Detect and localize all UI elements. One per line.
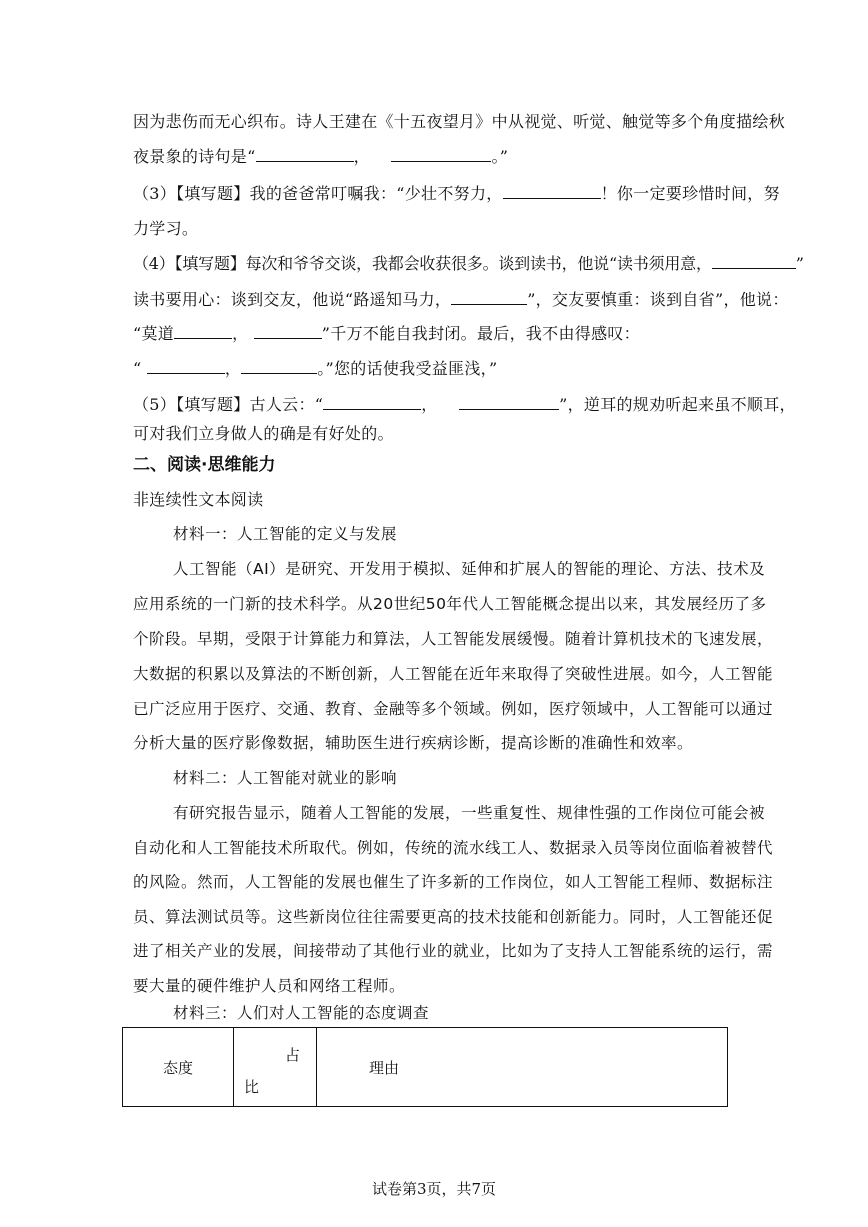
text-line: 力学习。 (133, 219, 199, 238)
text-line (133, 290, 789, 310)
material-title: 材料二：人工智能对就业的影响 (173, 769, 398, 787)
text-segment: ， (224, 359, 242, 378)
answer-blank[interactable] (241, 359, 317, 374)
paragraph-line: 已广泛应用于医疗、交通、教育、金融等多个领域。例如，医疗领域中，人工智能可以通过 (133, 700, 774, 718)
paragraph-line: 进了相关产业的发展，间接带动了其他行业的就业，比如为了支持人工智能系统的运行，需 (133, 942, 774, 960)
text-segment: ” (795, 254, 804, 273)
answer-blank[interactable] (503, 184, 601, 199)
text-segment: 。” (491, 147, 509, 166)
text-segment: ， (232, 324, 249, 343)
text-line (133, 324, 640, 344)
table-header-reason: 理由 (317, 1028, 728, 1107)
text-line (133, 254, 804, 274)
text-segment: “莫道 (133, 324, 175, 343)
material-title: 材料三：人们对人工智能的态度调查 (173, 1004, 430, 1022)
answer-blank[interactable] (147, 359, 225, 374)
paragraph-line: 应用系统的一门新的技术科学。从20世纪50年代人工智能概念提出以来，其发展经历了多 (133, 595, 767, 613)
survey-table (122, 1027, 728, 1107)
answer-blank[interactable] (451, 290, 527, 305)
text-segment: 夜景象的诗句是“ (133, 147, 256, 166)
text-line (133, 147, 508, 167)
paragraph-line: 大数据的积累以及算法的不断创新，人工智能在近年来取得了突破性进展。如今，人工智能 (133, 665, 774, 683)
ratio-char-bottom: 比 (244, 1078, 260, 1096)
answer-blank[interactable] (391, 147, 491, 162)
text-line (133, 184, 780, 204)
paragraph-line: 个阶段。早期，受限于计算能力和算法，人工智能发展缓慢。随着计算机技术的飞速发展， (133, 630, 774, 648)
answer-blank[interactable] (254, 324, 322, 339)
text-segment: ， (421, 395, 438, 414)
answer-blank[interactable] (712, 254, 796, 269)
paragraph-line: 自动化和人工智能技术所取代。例如，传统的流水线工人、数据录入员等岗位面临着被替代 (133, 839, 774, 857)
answer-blank[interactable] (323, 395, 421, 410)
paragraph-line: 员、算法测试员等。这些新岗位往往需要更高的技术技能和创新能力。同时，人工智能还促 (133, 908, 774, 926)
paragraph-line: 的风险。然而，人工智能的发展也催生了许多新的工作岗位，如人工智能工程师、数据标注 (133, 873, 774, 891)
text-segment: ”千万不能自我封闭。最后，我不由得感叹： (321, 324, 640, 343)
paragraph-line: 要大量的硬件维护人员和网络工程师。 (133, 977, 406, 995)
material-title: 材料一：人工智能的定义与发展 (173, 525, 398, 543)
section-heading: 二、阅读·思维能力 (133, 455, 276, 475)
text-line: 可对我们立身做人的确是有好处的。 (133, 424, 394, 443)
text-segment: 读书要用心：谈到交友，他说“路遥知马力， (133, 290, 452, 309)
text-segment: （3）【填写题】我的爸爸常叮嘱我：“少壮不努力， (133, 184, 503, 203)
answer-blank[interactable] (256, 147, 354, 162)
answer-blank[interactable] (459, 395, 559, 410)
text-segment: （5）【填写题】古人云：“ (133, 395, 324, 414)
paragraph-line: 分析大量的医疗影像数据，辅助医生进行疾病诊断，提高诊断的准确性和效率。 (133, 734, 694, 752)
table-header-row (123, 1028, 728, 1107)
table-header-attitude: 态度 (123, 1028, 234, 1107)
text-line (133, 395, 796, 415)
text-segment: ”，交友要慎重：谈到自省”，他说： (527, 290, 789, 309)
text-segment: 。”您的话使我受益匪浅，” (317, 359, 498, 378)
paragraph-line: 有研究报告显示，随着人工智能的发展，一些重复性、规律性强的工作岗位可能会被 (173, 804, 766, 822)
text-line (133, 359, 497, 379)
table-header-ratio (234, 1028, 317, 1107)
sub-heading: 非连续性文本阅读 (133, 490, 264, 509)
text-line: 因为悲伤而无心织布。诗人王建在《十五夜望月》中从视觉、听觉、触觉等多个角度描绘秋 (133, 112, 786, 131)
paragraph-line: 人工智能（AI）是研究、开发用于模拟、延伸和扩展人的智能的理论、方法、技术及 (173, 560, 766, 578)
text-segment: ， (353, 147, 370, 166)
text-segment: “ (133, 359, 142, 378)
text-segment: ！你一定要珍惜时间，努 (600, 184, 780, 203)
answer-blank[interactable] (174, 324, 232, 339)
page-footer: 试卷第3页，共7页 (371, 1180, 497, 1198)
text-segment: （4）【填写题】每次和爷爷交谈，我都会收获很多。谈到读书，他说“读书须用意， (133, 254, 712, 273)
ratio-char-top: 占 (284, 1046, 300, 1064)
text-segment: ”，逆耳的规劝听起来虽不顺耳， (559, 395, 796, 414)
